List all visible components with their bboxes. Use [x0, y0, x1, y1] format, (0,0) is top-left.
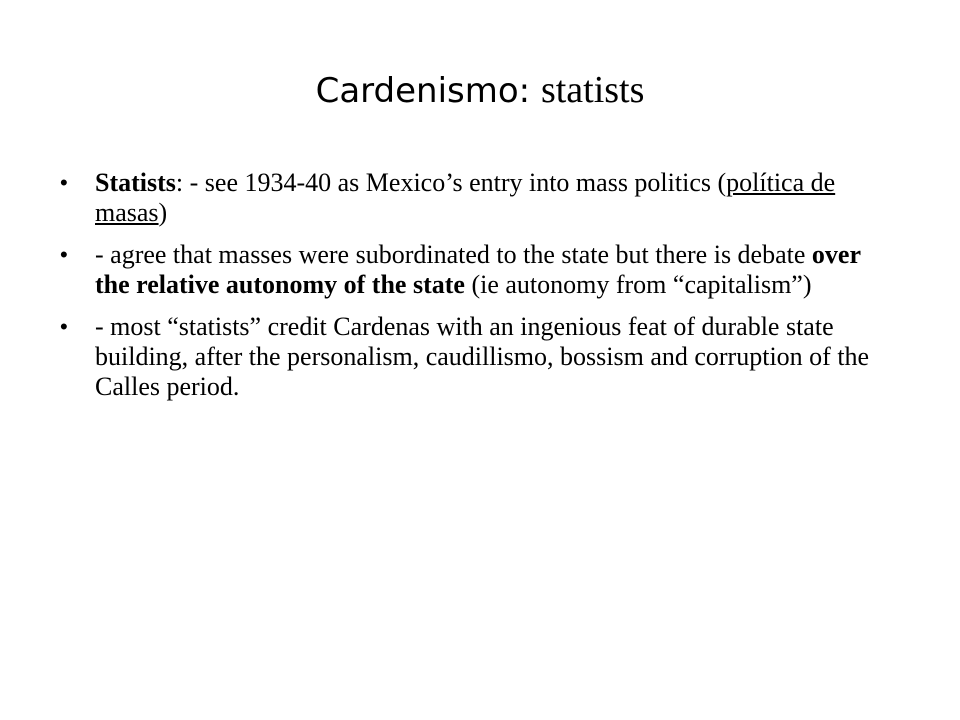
- bullet-dot-icon: •: [60, 314, 68, 339]
- slide-title-part2: statists: [540, 69, 645, 111]
- bullet-item-cardenas: [60, 312, 890, 402]
- bullet-tail-text: ): [158, 198, 168, 227]
- bullet-item-statists: [60, 168, 890, 228]
- slide-title-part1: Cardenismo:: [315, 71, 541, 111]
- bullet-text: - most “statists” credit Cardenas with an ingenious feat of durable state building, after the personalism, caudillismo, bossism and corruption of the Calles period.: [95, 312, 870, 401]
- bullet-lead-bold: Statists: [95, 168, 176, 197]
- bullet-bold-phrase: over the relative autonomy of the state: [95, 240, 861, 299]
- bullet-text-before: - agree that masses were subordinated to the state but there is debate: [95, 240, 812, 269]
- bullet-item-autonomy: [60, 240, 890, 300]
- bullet-dot-icon: •: [60, 242, 68, 267]
- slide-title: [0, 66, 960, 115]
- bullet-list: [60, 168, 890, 414]
- bullet-dot-icon: •: [60, 170, 68, 195]
- bullet-text-after: (ie autonomy from “capitalism”): [464, 270, 812, 299]
- bullet-lead-text: : - see 1934-40 as Mexico’s entry into mass politics (: [175, 168, 727, 197]
- bullet-underlined-term: política de masas: [95, 168, 836, 227]
